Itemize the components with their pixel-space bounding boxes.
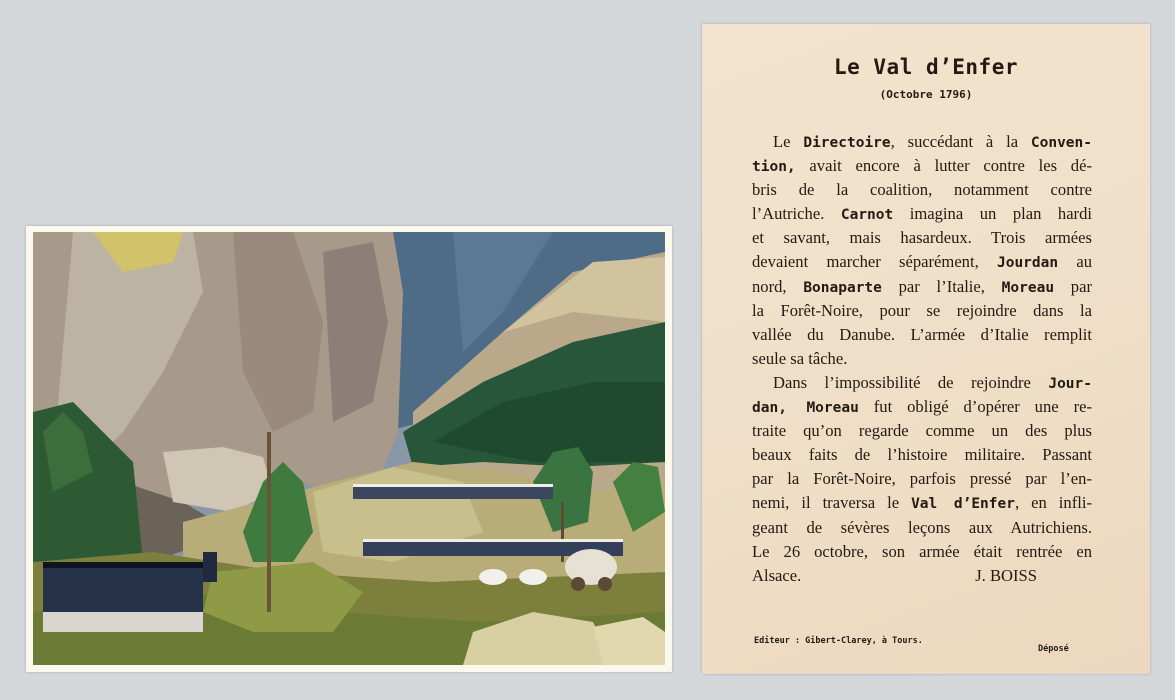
body-line: tion, avait encore à lutter contre les dé- <box>752 156 1092 176</box>
body-line: Le 26 octobre, son armée était rentrée en <box>752 541 1092 561</box>
bold-name: Jour- <box>1048 375 1092 392</box>
author-signature: J. BOISS <box>975 565 1037 585</box>
body-line: Dans l’impossibilité de rejoindre Jour- <box>773 372 1092 392</box>
body-last-word: Alsace. <box>752 565 802 585</box>
val-denfer-illustration <box>33 232 665 665</box>
bold-name: Conven- <box>1030 135 1092 151</box>
body-line: traite qu’on regarde comme un des plus <box>752 421 1092 441</box>
bold-name: tion, <box>752 159 796 176</box>
body-line: nord, Bonaparte par l’Italie, Moreau par <box>752 276 1092 296</box>
body-line: dan, Moreau fut obligé d’opérer une re- <box>752 397 1092 417</box>
body-line: nemi, il traversa le Val d’Enfer, en infli- <box>752 493 1092 513</box>
body-line: et savant, mais hasardeux. Trois armées <box>752 228 1092 248</box>
bold-name: Val d’Enfer <box>911 496 1015 513</box>
bold-name: Bonaparte <box>803 279 882 296</box>
card-subtitle: (Octobre 1796) <box>879 88 973 101</box>
body-line: beaux faits de l’histoire militaire. Passant <box>752 445 1092 465</box>
card-title: Le Val d’Enfer <box>833 55 1018 79</box>
body-line: la Forêt-Noire, pour se rejoindre dans la <box>752 300 1092 320</box>
card-body-text <box>752 130 1092 588</box>
publisher-line: Editeur : Gibert-Clarey, à Tours. <box>754 636 923 646</box>
body-line: l’Autriche. Carnot imagina un plan hardi <box>752 204 1092 224</box>
bold-name: Directoire <box>803 135 891 151</box>
body-line: Le Directoire, succédant à la Conven- <box>773 132 1092 151</box>
bold-name: Moreau <box>1001 279 1055 296</box>
illustrated-card-front <box>26 226 672 672</box>
bold-name: Jourdan <box>996 255 1059 272</box>
bold-name: Carnot <box>840 207 894 224</box>
body-line: devaient marcher séparément, Jourdan au <box>752 252 1092 272</box>
body-line: par la Forêt-Noire, parfois pressé par l’en- <box>752 469 1092 489</box>
body-last-line <box>752 564 1092 588</box>
body-line: vallée du Danube. L’armée d’Italie remplit <box>752 324 1092 344</box>
body-line: geant de sévères leçons aux Autrichiens. <box>752 517 1092 537</box>
bold-name: dan, Moreau <box>752 400 859 417</box>
body-line: seule sa tâche. <box>752 348 848 368</box>
body-line: bris de la coalition, notamment contre <box>752 180 1092 200</box>
text-card-back <box>702 24 1150 674</box>
depose-mark: Déposé <box>1038 644 1069 654</box>
